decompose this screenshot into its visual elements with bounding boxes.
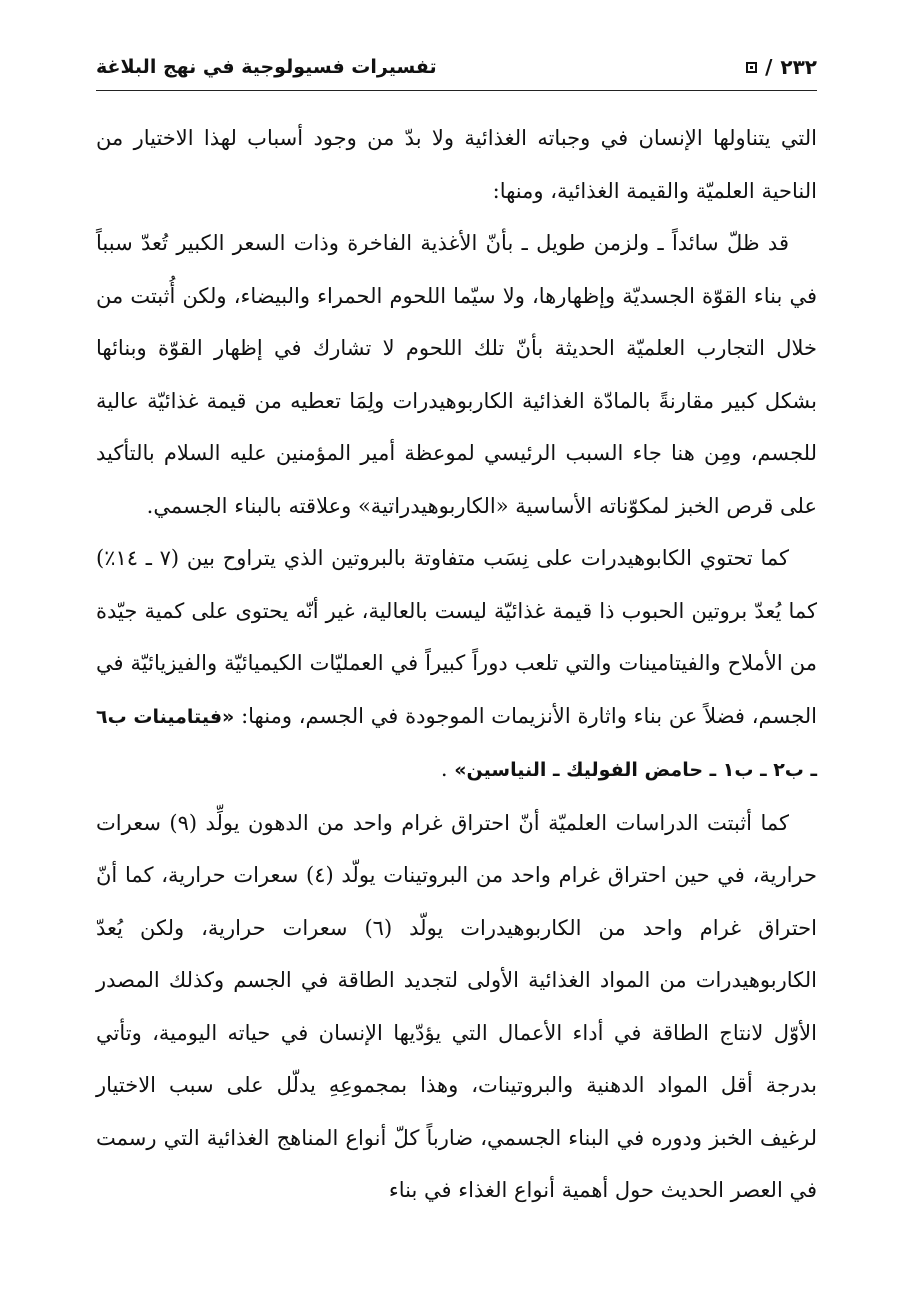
paragraph-2: قد ظلّ سائداً ـ ولزمن طويل ـ بأنّ الأغذية الفاخرة وذات السعر الكبير تُعدّ سبباً في بناء القوّة الجسديّة وإظهارها، ولا سيّما اللحوم الحمراء والبيضاء، ولكن أُثبتت من خلال التجارب العلميّة الحديثة بأنّ تلك اللحوم لا تشارك في إظهار القوّة وبنائها بشكل كبير مقارنةً بالمادّة الغذائية الكاربوهيدرات ولِمَا تعطيه من قيمة غذائيّة عالية للجسم، ومِن هنا جاء السبب الرئيسي لموعظة أمير المؤمنين عليه السلام بالتأكيد على قرص الخبز لمكوّناته الأساسية «الكاربوهيدراتية» وعلاقته بالبناء الجسمي. (96, 231, 817, 518)
vitamins-list: «فيتامينات ب٦ ـ ب٢ ـ ب١ ـ حامض الفوليك ـ النياسين» (96, 705, 817, 781)
header-rule (96, 90, 817, 91)
page-number-separator: / (765, 55, 773, 79)
page-header (96, 50, 817, 84)
paragraph-4: كما أثبتت الدراسات العلميّة أنّ احتراق غرام واحد من الدهون يولِّد (٩) سعرات حرارية، في حين احتراق غرام واحد من البروتينات يولّد (٤) سعرات حرارية، كما أنّ احتراق غرام واحد من الكاربوهيدرات يولّد (٦) سعرات حرارية، ولكن يُعدّ الكاربوهيدرات من المواد الغذائية الأولى لتجديد الطاقة في الجسم وكذلك المصدر الأوّل لانتاج الطاقة في أداء الأعمال التي يؤدّيها الإنسان في حياته اليومية، وتأتي بدرجة أقل المواد الدهنية والبروتينات، وهذا بمجموعِهِ يدلّل على سبب الاختيار لرغيف الخبز ودوره في البناء الجسمي، ضارباً كلّ أنواع المناهج الغذائية التي رسمت في العصر الحديث حول أهمية أنواع الغذاء في بناء (96, 810, 818, 1202)
paragraph-1: التي يتناولها الإنسان في وجباته الغذائية ولا بدّ من وجود أسباب لهذا الاختيار من الناحية العلميّة والقيمة الغذائية، ومنها: (96, 126, 817, 203)
paragraph-3-end: . (440, 757, 455, 781)
square-bullet-icon (746, 62, 757, 73)
page-number-block (746, 55, 817, 79)
running-title: تفسيرات فسيولوجية في نهج البلاغة (96, 56, 437, 78)
page-number: ٢٣٢ (780, 55, 817, 79)
paragraph-3 (96, 532, 817, 797)
body-text (96, 112, 817, 1217)
paragraph-3-lead: كما تحتوي الكابوهيدرات على نِسَب متفاوتة بالبروتين الذي يتراوح بين (٧ ـ ١٤٪) كما يُعدّ بروتين الحبوب ذا قيمة غذائيّة ليست بالعالية، غير أنّه يحتوى على كمية جيّدة من الأملاح والفيتامينات والتي تلعب دوراً كبيراً في العمليّات الكيميائيّة والفيزيائيّة في الجسم، فضلاً عن بناء واثارة الأنزيمات الموجودة في الجسم، ومنها: (96, 546, 817, 728)
